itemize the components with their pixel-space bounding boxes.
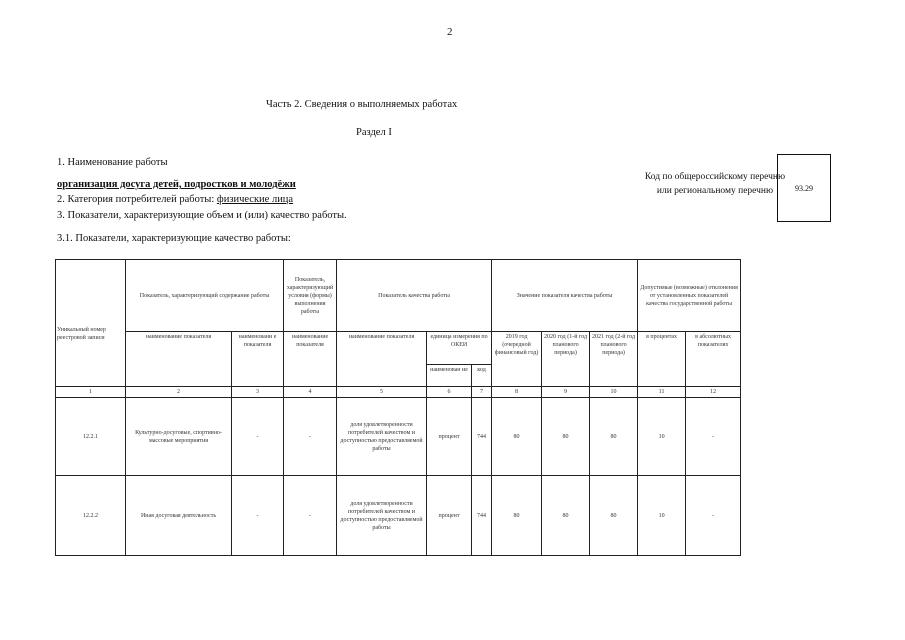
value-2021-cell: 80 — [590, 476, 638, 556]
work-name-value: организация досуга детей, подростков и молодёжи — [57, 179, 296, 190]
column-number: 12 — [686, 387, 741, 398]
registry-cell: 12.2.1 — [56, 398, 126, 476]
registry-cell: 12.2.2 — [56, 476, 126, 556]
header-quality: Показатель качества работы — [337, 260, 492, 332]
content-2-cell: - — [232, 398, 284, 476]
header-unit-code: код — [472, 365, 492, 387]
quality-indicators-line: 3.1. Показатели, характеризующие качество работы: — [57, 233, 291, 244]
column-number: 1 — [56, 387, 126, 398]
column-number: 11 — [638, 387, 686, 398]
code-box — [777, 154, 831, 222]
column-number: 7 — [472, 387, 492, 398]
value-2020-cell: 80 — [542, 398, 590, 476]
condition-cell: - — [284, 476, 337, 556]
header-quality-name: наименование показателя — [337, 332, 427, 387]
column-number: 3 — [232, 387, 284, 398]
column-numbers-row — [56, 387, 741, 398]
unit-cell: процент — [427, 398, 472, 476]
page-number: 2 — [447, 26, 453, 38]
column-number: 2 — [126, 387, 232, 398]
consumer-category-label: 2. Категория потребителей работы: — [57, 194, 217, 205]
header-name-3: наименование показателя — [284, 332, 337, 387]
code-label: Код по общероссийскому перечню или региональному перечню — [644, 172, 786, 196]
content-cell: Культурно-досуговые, спортивно-массовые мероприятия — [126, 398, 232, 476]
absolute-cell: - — [686, 476, 741, 556]
column-number: 6 — [427, 387, 472, 398]
header-content: Показатель, характеризующий содержание работы — [126, 260, 284, 332]
header-unit-name: наименован ие — [427, 365, 472, 387]
header-registry: Уникальный номер реестровой записи — [56, 260, 126, 387]
condition-cell: - — [284, 398, 337, 476]
column-number: 10 — [590, 387, 638, 398]
unit-cell: процент — [427, 476, 472, 556]
percent-cell: 10 — [638, 476, 686, 556]
column-number: 4 — [284, 387, 337, 398]
percent-cell: 10 — [638, 398, 686, 476]
header-name-1: наименование показателя — [126, 332, 232, 387]
header-value: Значение показателя качества работы — [492, 260, 638, 332]
code-cell: 744 — [472, 476, 492, 556]
column-number: 8 — [492, 387, 542, 398]
header-unit: единица измерения по ОКЕИ — [427, 332, 492, 365]
value-2020-cell: 80 — [542, 476, 590, 556]
code-cell: 744 — [472, 398, 492, 476]
table-row — [56, 398, 741, 476]
code-value: 93.29 — [795, 183, 813, 193]
value-2019-cell: 80 — [492, 398, 542, 476]
work-name-label: 1. Наименование работы — [57, 157, 168, 168]
column-number: 9 — [542, 387, 590, 398]
header-deviation: Допустимые (возможные) отклонения от установленных показателей качества государственной работы — [638, 260, 741, 332]
column-number: 5 — [337, 387, 427, 398]
table-row — [56, 476, 741, 556]
consumer-category-line — [57, 194, 293, 205]
quality-indicators-table — [55, 259, 741, 556]
table-header-row — [56, 260, 741, 332]
value-2019-cell: 80 — [492, 476, 542, 556]
value-2021-cell: 80 — [590, 398, 638, 476]
header-absolute: в абсолютных показателях — [686, 332, 741, 387]
header-percent: в процентах — [638, 332, 686, 387]
section-title: Раздел I — [356, 127, 392, 138]
header-condition: Показатель, характеризующий условия (формы) выполнения работы — [284, 260, 337, 332]
indicator-cell: доля удовлетворенности потребителей качеством и доступностью предоставляемой работы — [337, 476, 427, 556]
header-2021: 2021 год (2-й год планового периода) — [590, 332, 638, 387]
part-title: Часть 2. Сведения о выполняемых работах — [266, 99, 458, 110]
indicators-line: 3. Показатели, характеризующие объем и (или) качество работы. — [57, 210, 347, 221]
header-2020: 2020 год (1-й год планового периода) — [542, 332, 590, 387]
indicator-cell: доля удовлетворенности потребителей качеством и доступностью предоставляемой работы — [337, 398, 427, 476]
content-2-cell: - — [232, 476, 284, 556]
table-subheader-row — [56, 332, 741, 365]
absolute-cell: - — [686, 398, 741, 476]
consumer-category-value: физические лица — [216, 194, 294, 205]
header-2019: 2019 год (очередной финансовый год) — [492, 332, 542, 387]
content-cell: Иная досуговая деятельность — [126, 476, 232, 556]
header-name-2: наименовани е показателя — [232, 332, 284, 387]
